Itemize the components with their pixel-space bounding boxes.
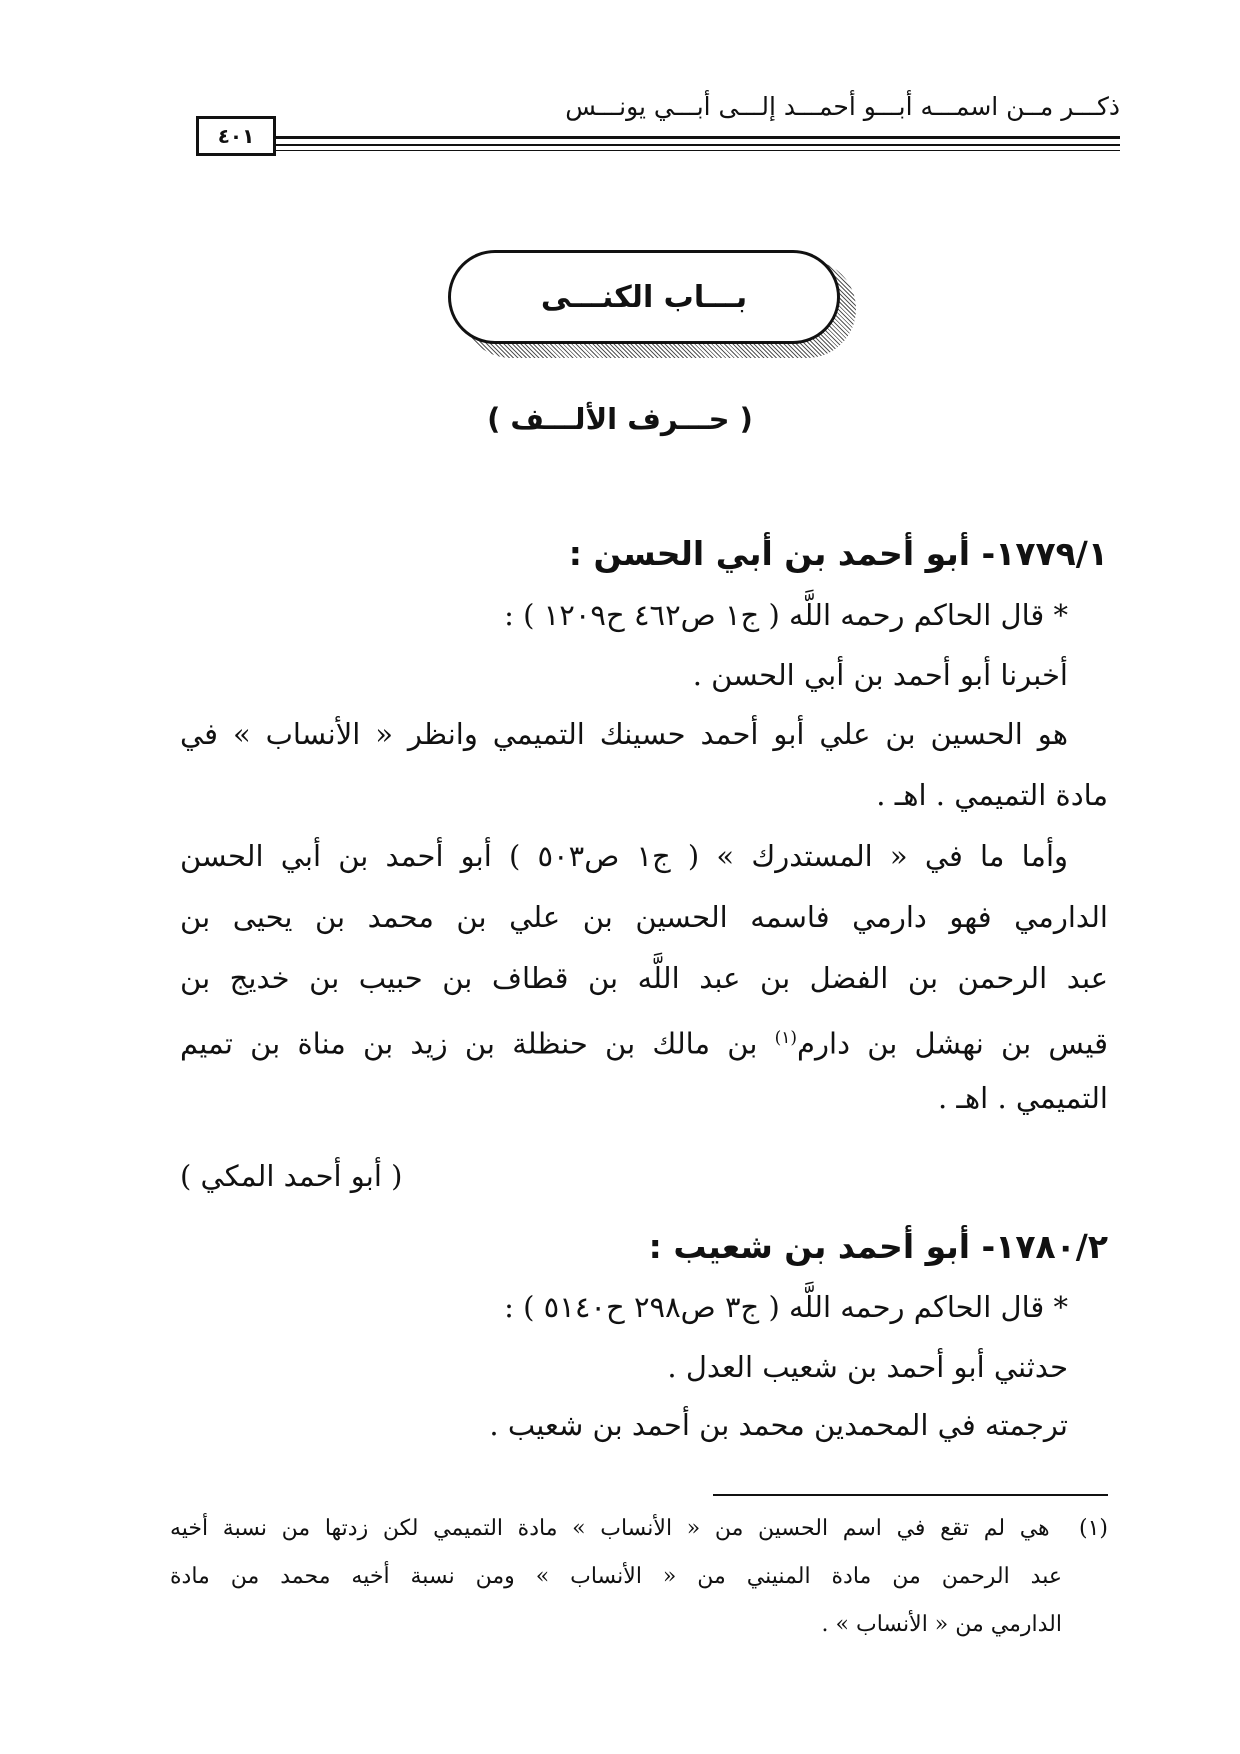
entry-1-para-line-4 [180, 1008, 1108, 1068]
header-rule-middle [276, 144, 1120, 146]
entry-1-source: * قال الحاكم رحمه اللَّه ( ج١ ص٤٦٢ ح١٢٠٩ ) : [504, 598, 1068, 632]
entry-1 [180, 524, 1108, 1128]
entry-1-heading: ١٧٧٩/١- أبو أحمد بن أبي الحسن : [568, 534, 1108, 573]
entry-1-note-line-2: مادة التميمي . اهـ . [876, 778, 1108, 812]
chapter-title-frame [448, 250, 856, 360]
entry-2 [180, 1218, 1108, 1454]
running-title: ذكـــر مــن اسمـــه أبـــو أحمـــد إلـــى أبـــي يونـــس [565, 92, 1120, 121]
chapter-title-box [448, 250, 840, 344]
entry-1-para-line-5: التميمي . اهـ . [937, 1081, 1108, 1115]
footnote-marker: (١) [1078, 1516, 1108, 1541]
page-number: ٤٠١ [196, 116, 276, 156]
footnote-reference: (١) [774, 1028, 798, 1048]
entry-1-para-line-4-end: بن مالك بن حنظلة بن زيد بن مناة بن تميم [180, 1026, 775, 1061]
header-rule-thick [276, 136, 1120, 139]
footnote-line-3: الدارمي من « الأنساب » . [821, 1612, 1062, 1637]
entry-2-heading: ١٧٨٠/٢- أبو أحمد بن شعيب : [648, 1227, 1108, 1266]
entry-1-para-line-3: عبد الرحمن بن الفضل بن عبد اللَّه بن قطاف بن حبيب بن خديج بن [180, 961, 1108, 995]
chapter-title: بـــاب الكنـــى [540, 279, 748, 315]
entry-2-source: * قال الحاكم رحمه اللَّه ( ج٣ ص٢٩٨ ح٥١٤٠ ) : [504, 1290, 1068, 1324]
page-header [190, 92, 1120, 162]
section-separator-heading: ( أبو أحمد المكي ) [180, 1159, 403, 1193]
entry-1-para-line-1: وأما ما في « المستدرك » ( ج١ ص٥٠٣ ) أبو أحمد بن أبي الحسن [180, 839, 1069, 873]
entry-1-note-line-1: هو الحسين بن علي أبو أحمد حسينك التميمي وانظر « الأنساب » في [180, 717, 1068, 751]
footnote [170, 1505, 1108, 1649]
entry-2-note: ترجمته في المحمدين محمد بن أحمد بن شعيب . [489, 1408, 1068, 1442]
entry-2-quote: حدثني أبو أحمد بن شعيب العدل . [667, 1350, 1068, 1384]
footnote-line-2: عبد الرحمن من مادة المنيني من « الأنساب » ومن نسبة أخيه محمد من مادة [170, 1564, 1062, 1589]
footnote-line-1-text: هي لم تقع في اسم الحسين من « الأنساب » مادة التميمي لكن زدتها من نسبة أخيه [170, 1516, 1050, 1541]
footnote-line-1 [170, 1505, 1108, 1553]
entry-1-para-line-4-start: قيس بن نهشل بن دارم [797, 1026, 1108, 1061]
footnote-separator [713, 1494, 1108, 1496]
header-rule-thin [276, 150, 1120, 151]
entry-1-para-line-2: الدارمي فهو دارمي فاسمه الحسين بن علي بن محمد بن يحيى بن [180, 900, 1108, 934]
letter-heading: ( حـــرف الألـــف ) [487, 402, 753, 436]
entry-1-quote: أخبرنا أبو أحمد بن أبي الحسن . [692, 658, 1068, 692]
